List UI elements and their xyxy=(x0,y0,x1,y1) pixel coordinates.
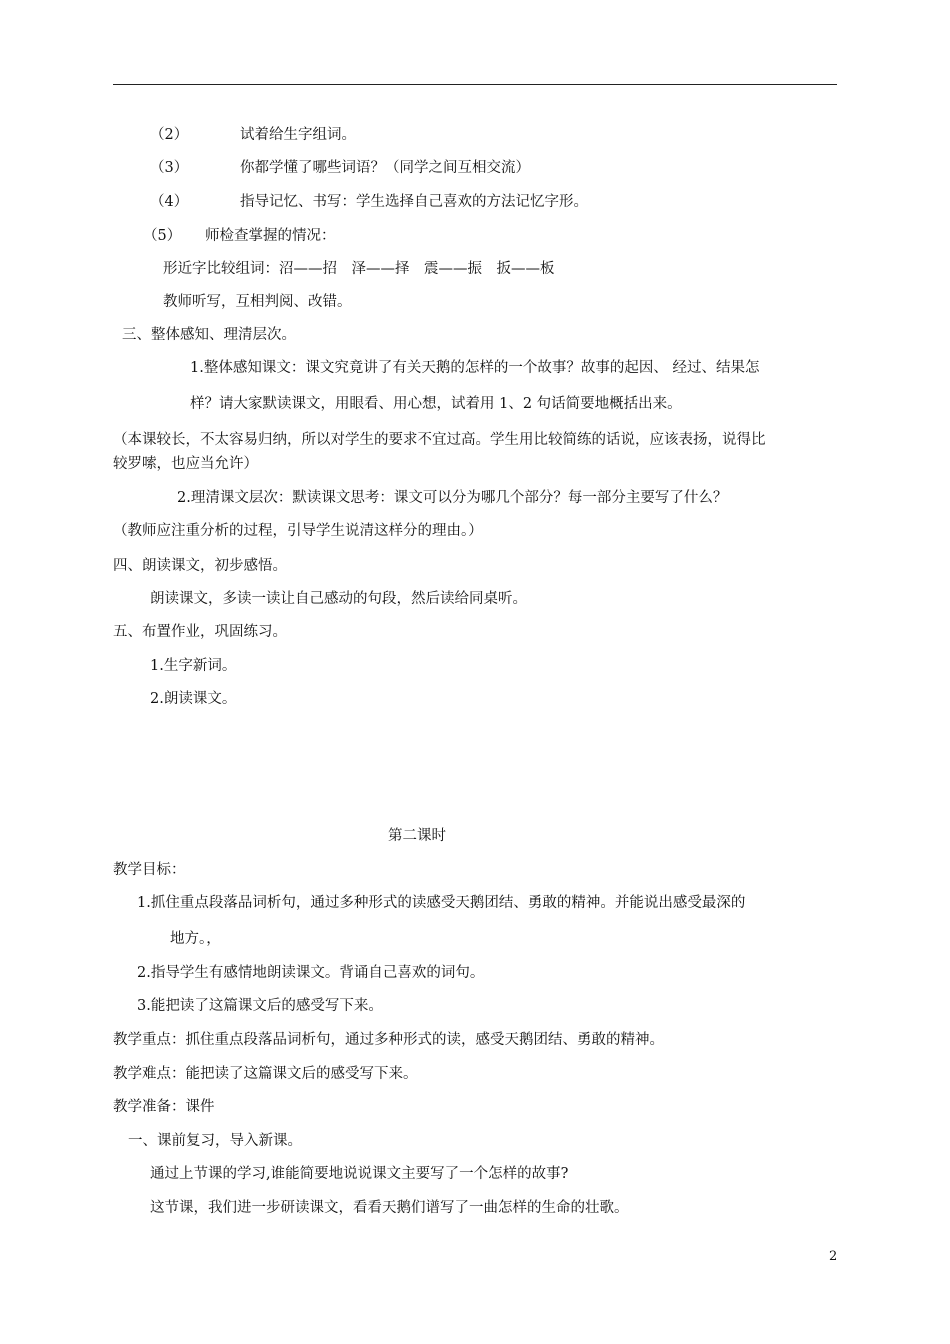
list-item-text: 试着给生字组词。 xyxy=(240,127,356,143)
page-number: 2 xyxy=(829,1249,838,1264)
list-item-number: （3） xyxy=(150,160,189,176)
goal-line: 3.能把读了这篇课文后的感受写下来。 xyxy=(137,998,383,1014)
list-item-text: 指导记忆、书写：学生选择自己喜欢的方法记忆字形。 xyxy=(240,194,588,210)
preparation-line: 教学准备：课件 xyxy=(113,1099,215,1115)
key-point-line: 教学重点：抓住重点段落品词析句，通过多种形式的读，感受天鹅团结、勇敢的精神。 xyxy=(113,1032,664,1048)
note-line: （本课较长，不太容易归纳，所以对学生的要求不宜过高。学生用比较简练的话说，应该表扬，说得比 xyxy=(113,432,766,448)
lesson-title: 第二课时 xyxy=(388,828,446,844)
list-item-text: 你都学懂了哪些词语？（同学之间互相交流） xyxy=(240,160,530,176)
paragraph-line: 2.理清课文层次：默读课文思考：课文可以分为哪几个部分？每一部分主要写了什么？ xyxy=(177,490,728,506)
note-line: （教师应注重分析的过程，引导学生说清这样分的理由。） xyxy=(113,523,483,539)
goals-label: 教学目标： xyxy=(113,862,186,878)
list-item-text: 师检查掌握的情况： xyxy=(205,228,336,244)
difficulty-line: 教学难点：能把读了这篇课文后的感受写下来。 xyxy=(113,1066,418,1082)
paragraph-line: 这节课，我们进一步研读课文，看看天鹅们谱写了一曲怎样的生命的壮歌。 xyxy=(150,1200,629,1216)
paragraph-line: 朗读课文，多读一读让自己感动的句段，然后读给同桌听。 xyxy=(150,591,527,607)
list-item-number: （5） xyxy=(143,228,182,244)
section-heading: 四、朗读课文，初步感悟。 xyxy=(113,558,287,574)
section-heading: 三、整体感知、理清层次。 xyxy=(122,327,296,343)
compare-words-line: 形近字比较组词：沼——招 泽——择 震——振 扳——板 xyxy=(163,261,555,277)
note-line: 较罗嗦，也应当允许） xyxy=(113,456,258,472)
paragraph-line: 样？请大家默读课文，用眼看、用心想，试着用 1、2 句话简要地概括出来。 xyxy=(190,396,682,412)
goal-line: 1.抓住重点段落品词析句，通过多种形式的读感受天鹅团结、勇敢的精神。并能说出感受最深的 xyxy=(137,895,746,911)
section-heading: 一、课前复习，导入新课。 xyxy=(128,1133,302,1149)
goal-line: 2.指导学生有感情地朗读课文。背诵自己喜欢的词句。 xyxy=(137,965,485,981)
goal-line: 地方。， xyxy=(170,931,221,947)
list-item: 2.朗读课文。 xyxy=(150,691,237,707)
paragraph-line: 1.整体感知课文：课文究竟讲了有关天鹅的怎样的一个故事？故事的起因、 经过、结果怎 xyxy=(190,360,760,376)
list-item: 1.生字新词。 xyxy=(150,658,237,674)
dictation-line: 教师听写，互相判阅、改错。 xyxy=(163,294,352,310)
list-item-number: （4） xyxy=(150,194,189,210)
section-heading: 五、布置作业，巩固练习。 xyxy=(113,624,287,640)
list-item-number: （2） xyxy=(150,127,189,143)
header-rule xyxy=(113,84,837,85)
paragraph-line: 通过上节课的学习,谁能简要地说说课文主要写了一个怎样的故事? xyxy=(150,1166,569,1182)
